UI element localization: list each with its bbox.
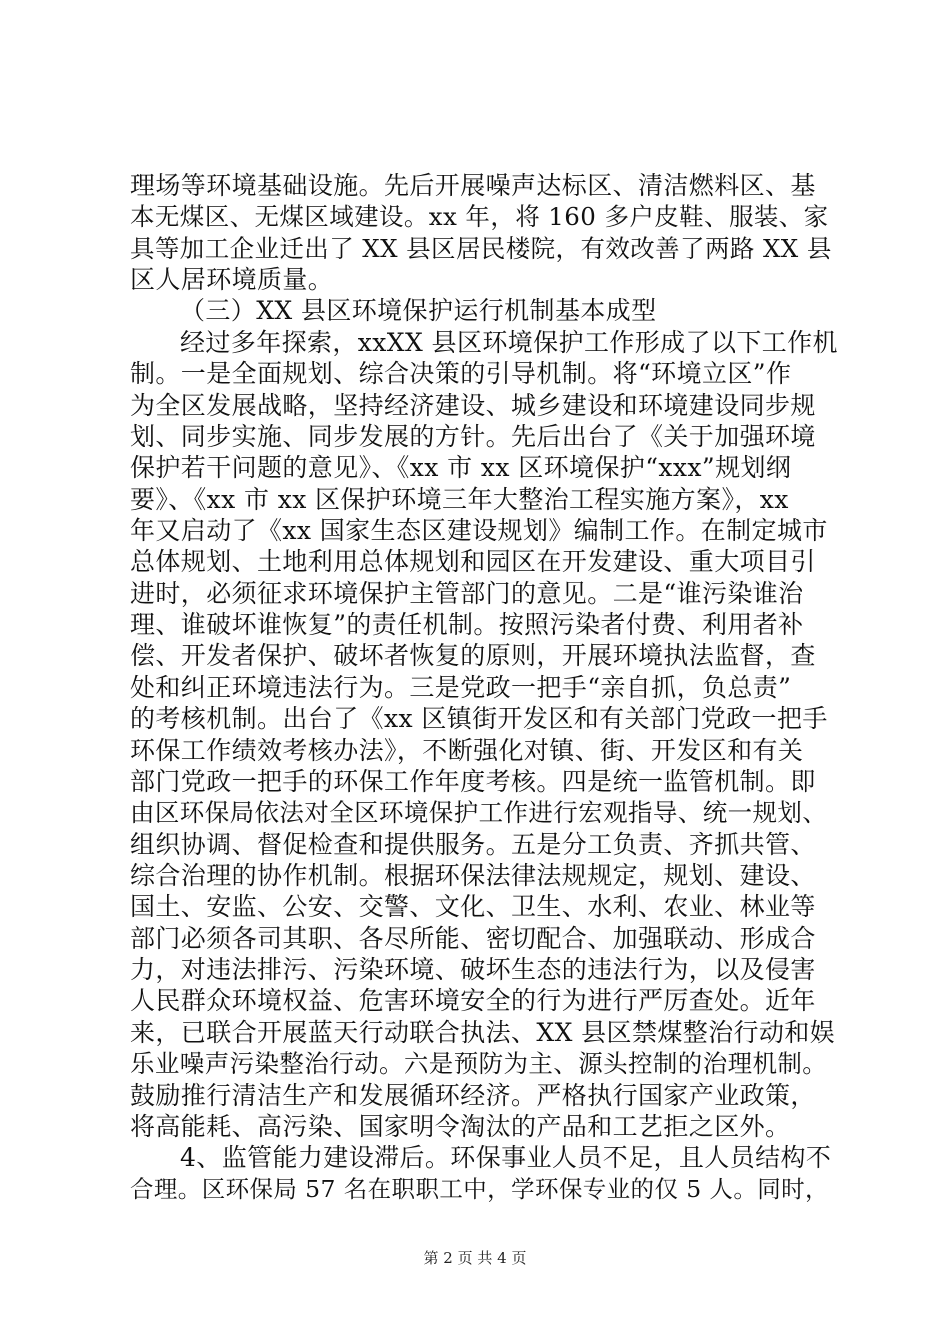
text-line: 环保工作绩效考核办法》，不断强化对镇、街、开发区和有关 bbox=[130, 736, 804, 765]
text-line: 4、监管能力建设滞后。环保事业人员不足，且人员结构不 bbox=[180, 1143, 832, 1172]
text-line: 经过多年探索，xxXX 县区环境保护工作形成了以下工作机 bbox=[180, 328, 838, 357]
text-line: 组织协调、督促检查和提供服务。五是分工负责、齐抓共管、 bbox=[130, 830, 816, 859]
text-line: 人民群众环境权益、危害环境安全的行为进行严厉查处。近年 bbox=[130, 986, 816, 1015]
text-line: 部门党政一把手的环保工作年度考核。四是统一监管机制。即 bbox=[130, 767, 816, 796]
text-line: 综合治理的协作机制。根据环保法律法规规定，规划、建设、 bbox=[130, 861, 816, 890]
text-line: 理场等环境基础设施。先后开展噪声达标区、清洁燃料区、基 bbox=[130, 171, 816, 200]
text-line: 部门必须各司其职、各尽所能、密切配合、加强联动、形成合 bbox=[130, 924, 816, 953]
section-heading: （三）XX 县区环境保护运行机制基本成型 bbox=[180, 296, 657, 325]
text-line: 处和纠正环境违法行为。三是党政一把手“亲自抓，负总责” bbox=[130, 673, 792, 702]
text-line: 保护若干问题的意见》、《xx 市 xx 区环境保护“xxx”规划纲 bbox=[130, 453, 792, 482]
text-line: 理、谁破坏谁恢复”的责任机制。按照污染者付费、利用者补 bbox=[130, 610, 804, 639]
text-line: 具等加工企业迁出了 XX 县区居民楼院，有效改善了两路 XX 县 bbox=[130, 234, 832, 263]
text-line: 要》、《xx 市 xx 区保护环境三年大整治工程实施方案》，xx bbox=[130, 485, 789, 514]
text-line: 总体规划、土地利用总体规划和园区在开发建设、重大项目引 bbox=[130, 547, 816, 576]
text-line: 由区环保局依法对全区环境保护工作进行宏观指导、统一规划、 bbox=[130, 798, 828, 827]
text-line: 进时，必须征求环境保护主管部门的意见。二是“谁污染谁治 bbox=[130, 579, 804, 608]
text-line: 为全区发展战略，坚持经济建设、城乡建设和环境建设同步规 bbox=[130, 391, 816, 420]
text-line: 来，已联合开展蓝天行动联合执法、XX 县区禁煤整治行动和娱 bbox=[130, 1018, 836, 1047]
text-line: 鼓励推行清洁生产和发展循环经济。严格执行国家产业政策， bbox=[130, 1081, 816, 1110]
text-line: 本无煤区、无煤区域建设。xx 年，将 160 多户皮鞋、服装、家 bbox=[130, 202, 829, 231]
text-line: 年又启动了《xx 国家生态区建设规划》编制工作。在制定城市 bbox=[130, 516, 828, 545]
text-line: 的考核机制。出台了《xx 区镇街开发区和有关部门党政一把手 bbox=[130, 704, 828, 733]
text-line: 划、同步实施、同步发展的方针。先后出台了《关于加强环境 bbox=[130, 422, 816, 451]
page-footer: 第 2 页 共 4 页 bbox=[423, 1249, 527, 1267]
text-line: 乐业噪声污染整治行动。六是预防为主、源头控制的治理机制。 bbox=[130, 1049, 828, 1078]
text-line: 力，对违法排污、污染环境、破坏生态的违法行为，以及侵害 bbox=[130, 955, 816, 984]
text-line: 制。一是全面规划、综合决策的引导机制。将“环境立区”作 bbox=[130, 359, 792, 388]
text-line: 将高能耗、高污染、国家明令淘汰的产品和工艺拒之区外。 bbox=[130, 1112, 791, 1141]
text-line: 国土、安监、公安、交警、文化、卫生、水利、农业、林业等 bbox=[130, 892, 816, 921]
text-line: 偿、开发者保护、破坏者恢复的原则，开展环境执法监督，查 bbox=[130, 641, 816, 670]
text-line: 区人居环境质量。 bbox=[130, 265, 334, 294]
text-line: 合理。区环保局 57 名在职职工中，学环保专业的仅 5 人。同时， bbox=[130, 1175, 829, 1203]
